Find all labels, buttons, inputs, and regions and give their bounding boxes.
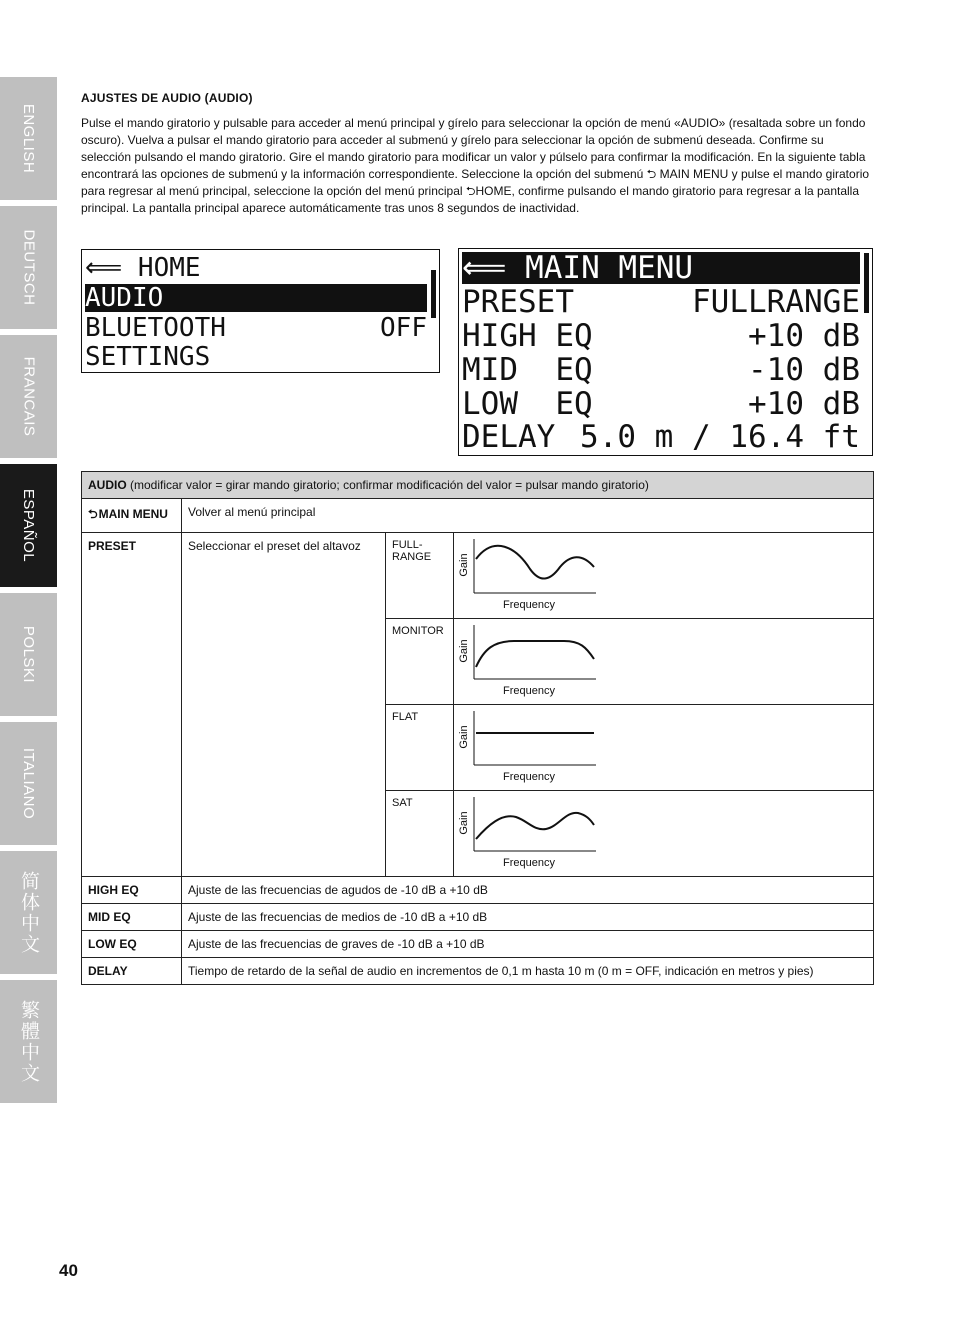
- lcd-row-mid-eq: MID EQ -10 dB: [462, 352, 860, 388]
- lang-tab-polski[interactable]: POLSKI: [0, 593, 57, 716]
- eq-curve: [476, 641, 594, 667]
- lcd-row-home: ⟸ HOME: [85, 253, 201, 283]
- section-title: AJUSTES DE AUDIO (AUDIO): [81, 91, 253, 105]
- low-eq-desc: Ajuste de las frecuencias de graves de -10 dB a +10 dB: [182, 931, 874, 958]
- intro-paragraph: Pulse el mando giratorio y pulsable para acceder al menú principal y gírelo para seleccionar la opción de menú «AUDIO» (resaltada sobre un fondo oscuro). Vuelva a pulsar el mando giratorio para acceder al submenú y gírelo para seleccionar la opción de submenú deseada. Confirme su selección pulsando el mando giratorio. Gire el mando giratorio para modificar un valor y púlselo para confirmar la modificación. En la siguiente tabla encontrará las opciones de submenú y la información correspondiente. Seleccione la opción del submenú ⮌ MAIN MENU y pulse el mando giratorio para regresar al menú principal, seleccione la opción del menú principal ⮌HOME, confirme pulsando el mando giratorio para regresar a la pantalla principal. La pantalla principal aparece automáticamente tras unos 8 segundos de inactividad.: [81, 116, 870, 215]
- preset-graph-flat: [454, 705, 874, 791]
- lcd-row-low-eq: LOW EQ +10 dB: [462, 386, 860, 422]
- table-header-row: [82, 472, 874, 499]
- lcd-main-menu: [81, 249, 440, 373]
- lcd-row-main-menu: ⟸ MAIN MENU: [462, 252, 860, 284]
- preset-graph-fullrange: [454, 533, 874, 619]
- high-eq-label: HIGH EQ: [82, 877, 182, 904]
- lang-tab-francais[interactable]: FRANCAIS: [0, 335, 57, 458]
- table-header-cell: AUDIO (modificar valor = girar mando giratorio; confirmar modificación del valor = pulsar mando giratorio): [82, 472, 874, 499]
- table-row-preset-fullrange: [82, 533, 874, 619]
- lcd-row-audio: AUDIO: [85, 284, 427, 312]
- low-eq-label: LOW EQ: [82, 931, 182, 958]
- eq-curve: [476, 546, 594, 579]
- table-row-high-eq: [82, 877, 874, 904]
- gain-axis-label: Gain: [458, 811, 470, 835]
- gain-axis-label: Gain: [458, 639, 470, 663]
- lang-tab-english[interactable]: ENGLISH: [0, 77, 57, 200]
- lcd-row-settings: SETTINGS: [85, 342, 211, 372]
- lcd-scrollbar: [431, 270, 436, 318]
- preset-name-sat: SAT: [386, 791, 454, 877]
- lcd-row-preset: PRESET FULLRANGE: [462, 284, 860, 320]
- mid-eq-desc: Ajuste de las frecuencias de medios de -10 dB a +10 dB: [182, 904, 874, 931]
- flat-eq-graph: [454, 709, 604, 787]
- audio-settings-table: [81, 471, 874, 985]
- eq-curve: [476, 813, 594, 839]
- lcd-audio-menu: [458, 248, 873, 456]
- lcd-row-bluetooth: BLUETOOTH OFF: [85, 313, 427, 343]
- lcd-row-delay: DELAY 5.0 m / 16.4 ft: [462, 419, 860, 455]
- preset-name-fullrange: FULL- RANGE: [386, 533, 454, 619]
- fullrange-eq-graph: [454, 537, 604, 615]
- lang-tab-italiano[interactable]: ITALIANO: [0, 722, 57, 845]
- mid-eq-label: MID EQ: [82, 904, 182, 931]
- preset-label-cell: PRESET: [82, 533, 182, 877]
- table-row-mid-eq: [82, 904, 874, 931]
- delay-desc: Tiempo de retardo de la señal de audio en incrementos de 0,1 m hasta 10 m (0 m = OFF, indicación en metros y pies): [182, 958, 874, 985]
- main-menu-label-cell: ⮌MAIN MENU: [82, 499, 182, 533]
- lang-tab-deutsch[interactable]: DEUTSCH: [0, 206, 57, 329]
- delay-label: DELAY: [82, 958, 182, 985]
- preset-desc-cell: Seleccionar el preset del altavoz: [182, 533, 386, 877]
- main-menu-desc-cell: Volver al menú principal: [182, 499, 874, 533]
- gain-axis-label: Gain: [458, 553, 470, 577]
- lcd-scrollbar: [864, 253, 869, 313]
- gain-axis-label: Gain: [458, 725, 470, 749]
- lang-tab-simplified-chinese[interactable]: 简体中文: [0, 851, 57, 974]
- high-eq-desc: Ajuste de las frecuencias de agudos de -10 dB a +10 dB: [182, 877, 874, 904]
- preset-name-flat: FLAT: [386, 705, 454, 791]
- lcd-row-high-eq: HIGH EQ +10 dB: [462, 318, 860, 354]
- lang-tab-espanol[interactable]: ESPAÑOL: [0, 464, 57, 587]
- frequency-axis-label: Frequency: [503, 685, 555, 697]
- frequency-axis-label: Frequency: [503, 857, 555, 869]
- back-arrow-icon: ⮌: [88, 507, 98, 521]
- frequency-axis-label: Frequency: [503, 599, 555, 611]
- monitor-eq-graph: [454, 623, 604, 701]
- preset-graph-monitor: [454, 619, 874, 705]
- table-row-main-menu: [82, 499, 874, 533]
- table-row-low-eq: [82, 931, 874, 958]
- sat-eq-graph: [454, 795, 604, 873]
- frequency-axis-label: Frequency: [503, 771, 555, 783]
- lang-tab-traditional-chinese[interactable]: 繁體中文: [0, 980, 57, 1103]
- page-number: 40: [59, 1261, 78, 1280]
- table-row-delay: [82, 958, 874, 985]
- preset-name-monitor: MONITOR: [386, 619, 454, 705]
- preset-graph-sat: [454, 791, 874, 877]
